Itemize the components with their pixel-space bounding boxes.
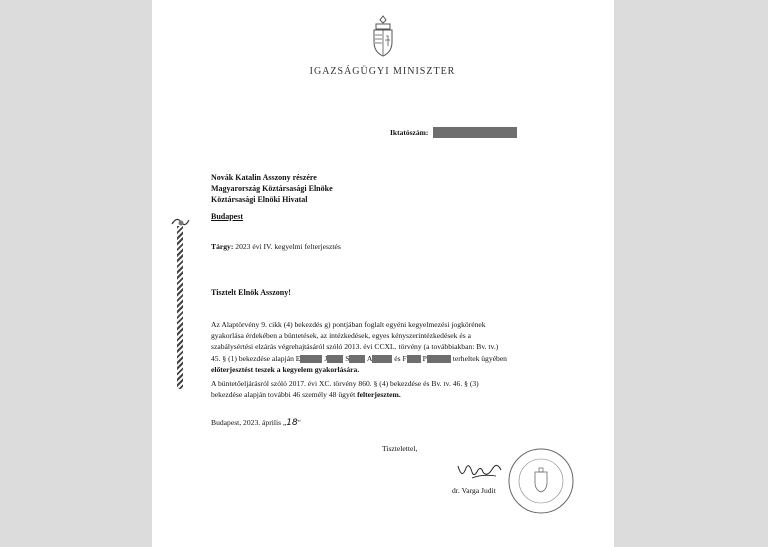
- paragraph-1: Az Alaptörvény 9. cikk (4) bekezdés g) pontjában foglalt egyéni kegyelmezési jogkörének gyakorlása érdekében a büntetések, az intézkedések, egyes kényszerintézkedések és a szabálysértési elzárás végrehajtásáról szóló 2013. évi CCXL. törvény (a továbbiakban: Bv. tv.) 45. § (1) bekezdése alapján E J S A és F P terheltek ügyében előterjesztést teszek a kegyelem gyakorlására.: [211, 320, 507, 374]
- recipient-name: Novák Katalin Asszony részére: [211, 173, 317, 182]
- redacted-registration-number: [433, 127, 517, 138]
- recipient-title: Magyarország Köztársasági Elnöke: [211, 184, 333, 193]
- binding-cord: [177, 226, 183, 389]
- recipient-city: Budapest: [211, 212, 244, 221]
- official-stamp: [506, 446, 576, 516]
- hungarian-coat-of-arms-icon: [370, 14, 396, 58]
- recipient-office: Köztársasági Elnöki Hivatal: [211, 195, 308, 204]
- ministry-title: IGAZSÁGÜGYI MINISZTER: [309, 66, 456, 77]
- paragraph-2: A büntetőeljárásról szóló 2017. évi XC. törvény 860. § (4) bekezdése és Bv. tv. 46. § (3) bekezdése alapján további 46 személy 48 ügyét felterjesztem.: [211, 379, 479, 400]
- signer-name: dr. Varga Judit: [452, 486, 496, 495]
- date-line: Budapest, 2023. április „18": [211, 418, 301, 428]
- salutation: Tisztelt Elnök Asszony!: [211, 288, 291, 297]
- registration-label: Iktatószám:: [390, 128, 429, 137]
- subject-line: Tárgy: 2023 évi IV. kegyelmi felterjesztés: [211, 242, 341, 251]
- closing: Tisztelettel,: [382, 444, 418, 453]
